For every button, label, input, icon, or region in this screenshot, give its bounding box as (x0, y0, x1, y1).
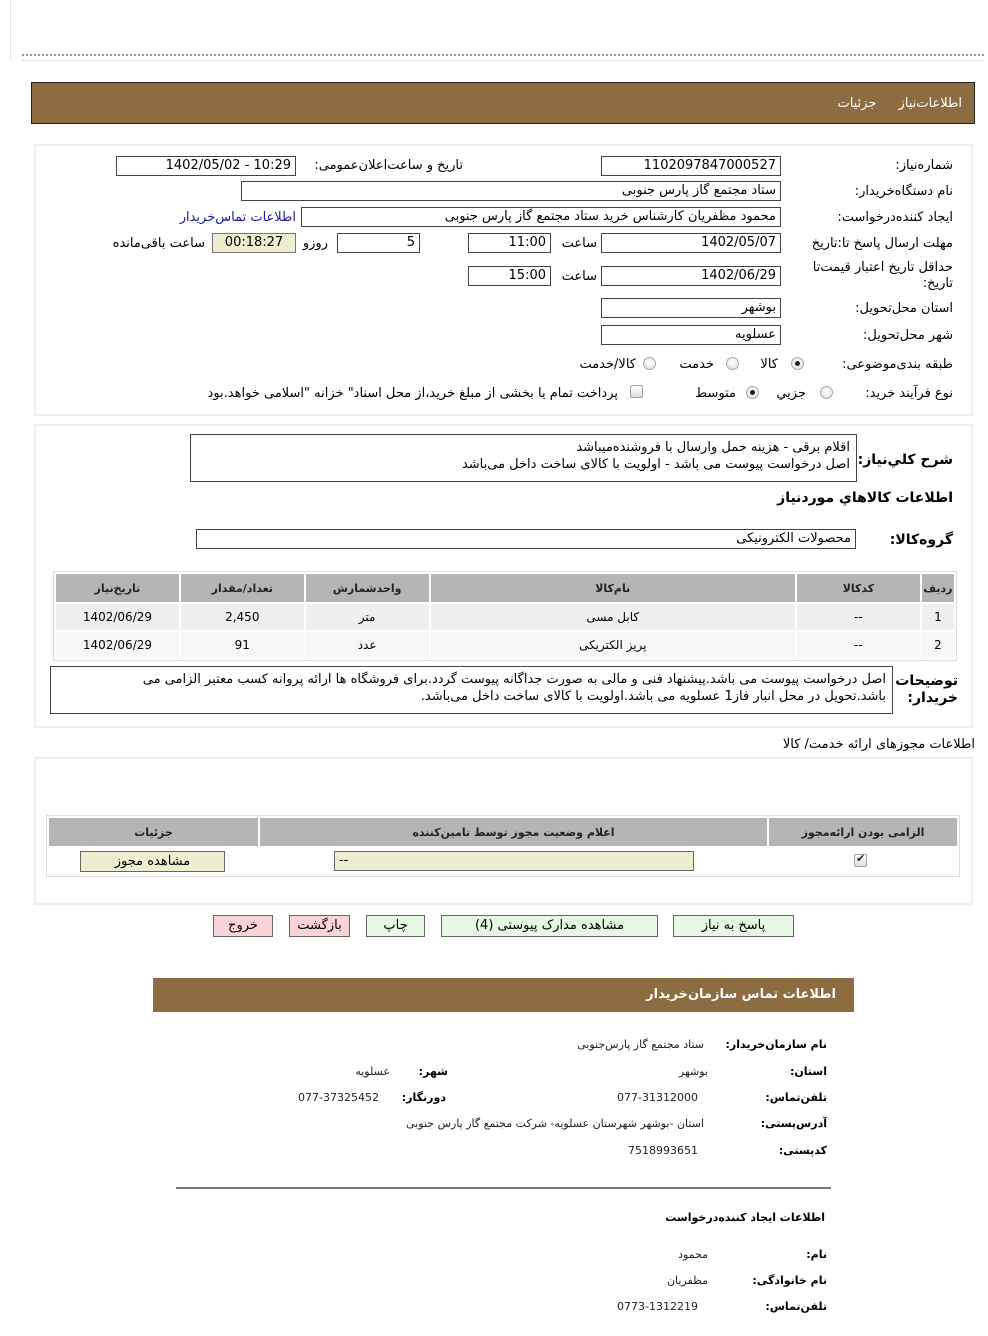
deadline-time-field: 11:00 (468, 233, 551, 253)
col-details: جزئیات (49, 818, 258, 846)
cell-name: پریز الکتریکی (431, 632, 795, 658)
check-icon: ✔ (856, 852, 866, 865)
days-field: 5 (337, 233, 420, 253)
col-unit: واحدشمارش (306, 574, 429, 602)
province-field: بوشهر (601, 298, 781, 318)
contact-title: اطلاعات تماس سازمان‌خریدار (646, 987, 836, 1002)
header-bar (31, 82, 975, 124)
validity-date-field: 1402/06/29 (601, 266, 781, 286)
cell-required (769, 848, 957, 874)
exit-button[interactable]: خروج (213, 915, 273, 937)
col-status: اعلام وضعیت مجوز توسط تامین‌کننده (260, 818, 767, 846)
back-button[interactable]: بازگشت (289, 915, 350, 937)
cell-unit: عدد (306, 632, 429, 658)
col-row: ردیف (922, 574, 954, 602)
process-medium-label: متوسط (695, 386, 736, 401)
contact-fax-value: 077-37325452 (298, 1091, 379, 1104)
buyer-notes-label: توضیحات خریدار: (895, 673, 958, 706)
category-service-label: خدمت (679, 357, 714, 372)
buyer-notes-line-1: اصل درخواست پیوست می باشد.پیشنهاد فنی و مالی به صورت جداگانه پیوست گردد.برای فروشگاه ها ارائه پروانه کسب معتبر الزامی می (142, 672, 886, 687)
creator-first-name-label: نام: (806, 1248, 827, 1261)
tab-details[interactable]: جزئیات (837, 96, 877, 111)
cell-details (49, 848, 258, 874)
deadline-hour-label: ساعت (561, 236, 597, 251)
remaining-timer: 00:18:27 (212, 233, 296, 253)
creator-label: ایجاد کننده‌درخواست: (837, 210, 953, 225)
buyer-org-field: ستاد مجتمع گاز پارس جنوبی (241, 181, 781, 201)
contact-header-bar (153, 978, 854, 1012)
announce-field: 1402/05/02 - 10:29 (116, 156, 296, 176)
cell-status (260, 848, 767, 874)
cell-qty: 2,450 (181, 604, 304, 630)
table-row (49, 848, 957, 874)
cell-code: -- (797, 604, 920, 630)
description-box (190, 434, 857, 482)
need-number-label: شماره‌نیاز: (895, 158, 953, 173)
cell-name: کابل مسی (431, 604, 795, 630)
category-goods-label: کالا (760, 357, 778, 372)
process-label: نوع فرآیند خرید: (865, 386, 953, 401)
category-radio-goods-service[interactable] (643, 357, 656, 370)
col-code: کدکالا (797, 574, 920, 602)
contact-city-label: شهر: (418, 1065, 448, 1078)
contact-address-label: آدرس‌پستی: (760, 1117, 827, 1130)
creator-first-name-value: محمود (678, 1248, 708, 1261)
category-label: طبقه بندی‌موضوعی: (842, 357, 953, 372)
cell-row: 1 (922, 604, 954, 630)
col-qty: تعداد/مقدار (181, 574, 304, 602)
buyer-contact-link[interactable]: اطلاعات تماس‌خریدار (179, 210, 296, 225)
creator-field: محمود مظفریان کارشناس خرید ستاد مجتمع گاز پارس جنوبی (301, 207, 781, 227)
city-label: شهر محل‌تحویل: (863, 328, 953, 343)
contact-org-value: ستاد مجتمع گاز پارس‌جنوبی (577, 1038, 704, 1051)
cell-unit: متر (306, 604, 429, 630)
contact-fax-label: دورنگار: (401, 1091, 446, 1104)
category-radio-service[interactable] (726, 357, 739, 370)
announce-label: تاریخ و ساعت‌اعلان‌عمومی: (314, 158, 463, 173)
deadline-date-field: 1402/05/07 (601, 233, 781, 253)
goods-table-wrap (53, 571, 957, 661)
permits-table (47, 816, 959, 876)
process-minor-label: جزيي (776, 386, 806, 401)
contact-org-label: نام سازمان‌خریدار: (725, 1038, 827, 1051)
permits-table-wrap (46, 815, 960, 877)
tab-need-info[interactable]: اطلاعات‌نیاز (898, 96, 962, 111)
need-number-field: 1102097847000527 (601, 156, 781, 176)
view-permit-button[interactable]: مشاهده مجوز (80, 851, 225, 872)
reply-button[interactable]: پاسخ به نیاز (673, 915, 794, 937)
treasury-checkbox-label: پرداخت تمام یا بخشی از مبلغ خرید،از محل اسناد" خزانه "اسلامی خواهد.بود (207, 386, 618, 401)
city-field: عسلویه (601, 325, 781, 345)
creator-info-title: اطلاعات ایجاد کننده‌درخواست (665, 1211, 825, 1224)
buyer-notes-box (50, 666, 893, 714)
required-checkbox[interactable] (854, 854, 867, 867)
process-radio-minor[interactable] (820, 386, 833, 399)
remaining-label: ساعت باقی‌مانده (112, 236, 205, 251)
description-line-1: اقلام برقی - هزینه حمل وارسال با فروشنده‌میباشد (576, 440, 850, 455)
contact-postal-value: 7518993651 (628, 1144, 698, 1157)
category-radio-goods[interactable] (791, 357, 804, 370)
buyer-notes-line-2: باشد.تحویل در محل انبار فاز1 عسلویه می باشد.اولویت با کالای ساخت داخل می‌باشد. (420, 689, 886, 704)
days-label: روزو (302, 236, 328, 251)
contact-province-label: استان: (790, 1065, 827, 1078)
permits-section-title: اطلاعات مجوزهای ارائه خدمت/ کالا (782, 737, 975, 752)
contact-address-value: استان -بوشهر شهرستان عسلویه- شرکت مجتمع گاز پارس جنوبی (406, 1117, 704, 1130)
permit-status-field: -- (334, 851, 694, 871)
contact-city-value: عسلویه (355, 1065, 390, 1078)
creator-phone-label: تلفن‌تماس: (765, 1300, 827, 1313)
cell-code: -- (797, 632, 920, 658)
cell-date: 1402/06/29 (56, 632, 179, 658)
creator-last-name-label: نام خانوادگی: (752, 1274, 827, 1287)
contact-province-value: بوشهر (678, 1065, 708, 1078)
category-goods-service-label: کالا/خدمت (579, 357, 636, 372)
header-tabs (819, 96, 962, 111)
validity-time-field: 15:00 (468, 266, 551, 286)
attachments-button[interactable]: مشاهده مدارک پیوستی (4) (441, 915, 658, 937)
process-radio-medium[interactable] (746, 386, 759, 399)
validity-label: حداقل تاریخ اعتبار قیمت‌تا تاریخ: (812, 260, 953, 291)
deadline-label: مهلت ارسال پاسخ تا:تاریخ (811, 236, 953, 251)
goods-table (54, 572, 956, 660)
goods-section-title: اطلاعات کالاهاي موردنیاز (777, 490, 953, 506)
province-label: استان محل‌تحویل: (855, 301, 953, 316)
cell-row: 2 (922, 632, 954, 658)
contact-phone-label: تلفن‌تماس: (765, 1091, 827, 1104)
description-line-2: اصل درخواست پیوست می باشد - اولویت با کالای ساخت داخل می‌باشد (461, 457, 850, 472)
creator-phone-value: 0773-1312219 (617, 1300, 698, 1313)
table-row (56, 632, 954, 658)
contact-postal-label: کدپستی: (778, 1144, 827, 1157)
print-button[interactable]: چاپ (366, 915, 425, 937)
left-edge-rule (10, 0, 11, 60)
table-row (56, 604, 954, 630)
goods-group-label: گروه‌کالا: (889, 532, 953, 548)
goods-group-field: محصولات الکترونیکی (196, 529, 856, 549)
contact-phone-value: 077-31312000 (617, 1091, 698, 1104)
col-name: نام‌کالا (431, 574, 795, 602)
validity-hour-label: ساعت (561, 269, 597, 284)
description-label: شرح کلي‌نیاز: (857, 452, 953, 468)
col-required: الزامی بودن ارائه‌مجوز (769, 818, 957, 846)
treasury-checkbox[interactable] (630, 385, 643, 398)
cell-date: 1402/06/29 (56, 604, 179, 630)
col-date: تاریخ‌نیاز (56, 574, 179, 602)
creator-last-name-value: مظفریان (666, 1274, 708, 1287)
section-divider (176, 1187, 831, 1189)
cell-qty: 91 (181, 632, 304, 658)
top-separator (22, 54, 984, 61)
buyer-org-label: نام دستگاه‌خریدار: (854, 184, 953, 199)
